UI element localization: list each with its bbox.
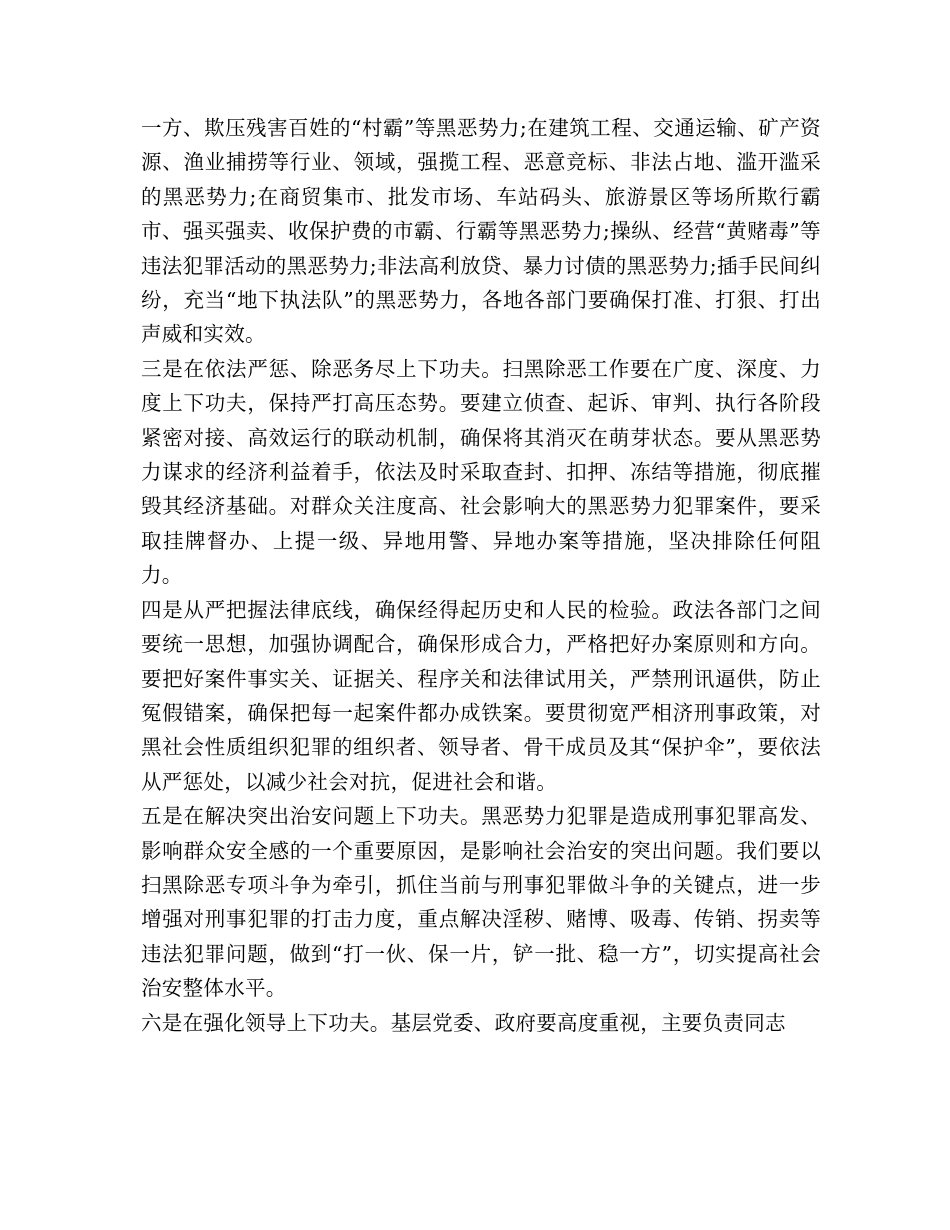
document-body [141, 111, 821, 1040]
paragraph-5: 六是在强化领导上下功夫。基层党委、政府要高度重视，主要负责同志 [141, 1010, 786, 1035]
paragraph-3: 四是从严把握法律底线，确保经得起历史和人民的检验。政法各部门之间要统一思想，加强协调配合，确保形成合力，严格把好办案原则和方向。要把好案件事实关、证据关、程序关和法律试用关，严禁刑讯逼供，防止冤假错案，确保把每一起案件都办成铁案。要贯彻宽严相济刑事政策，对黑社会性质组织犯罪的组织者、领导者、骨干成员及其“保护伞”，要依法从严惩处，以减少社会对抗，促进社会和谐。 [141, 597, 821, 794]
paragraph-2: 三是在依法严惩、除恶务尽上下功夫。扫黑除恶工作要在广度、深度、力度上下功夫，保持严打高压态势。要建立侦查、起诉、审判、执行各阶段紧密对接、高效运行的联动机制，确保将其消灭在萌芽状态。要从黑恶势力谋求的经济利益着手，依法及时采取查封、扣押、冻结等措施，彻底摧毁其经济基础。对群众关注度高、社会影响大的黑恶势力犯罪案件，要采取挂牌督办、上提一级、异地用警、异地办案等措施，坚决排除任何阻力。 [141, 356, 821, 588]
paragraph-1: 一方、欺压残害百姓的“村霸”等黑恶势力;在建筑工程、交通运输、矿产资源、渔业捕捞等行业、领域，强揽工程、恶意竞标、非法占地、滥开滥采的黑恶势力;在商贸集市、批发市场、车站码头、旅游景区等场所欺行霸市、强买强卖、收保护费的市霸、行霸等黑恶势力;操纵、经营“黄赌毒”等违法犯罪活动的黑恶势力;非法高利放贷、暴力讨债的黑恶势力;插手民间纠纷，充当“地下执法队”的黑恶势力，各地各部门要确保打准、打狠、打出声威和实效。 [141, 116, 822, 347]
paragraph-4: 五是在解决突出治安问题上下功夫。黑恶势力犯罪是造成刑事犯罪高发、影响群众安全感的一个重要原因，是影响社会治安的突出问题。我们要以扫黑除恶专项斗争为牵引，抓住当前与刑事犯罪做斗争的关键点，进一步增强对刑事犯罪的打击力度，重点解决淫秽、赌博、吸毒、传销、拐卖等违法犯罪问题，做到“打一伙、保一片，铲一批、稳一方”，切实提高社会治安整体水平。 [141, 804, 821, 1001]
